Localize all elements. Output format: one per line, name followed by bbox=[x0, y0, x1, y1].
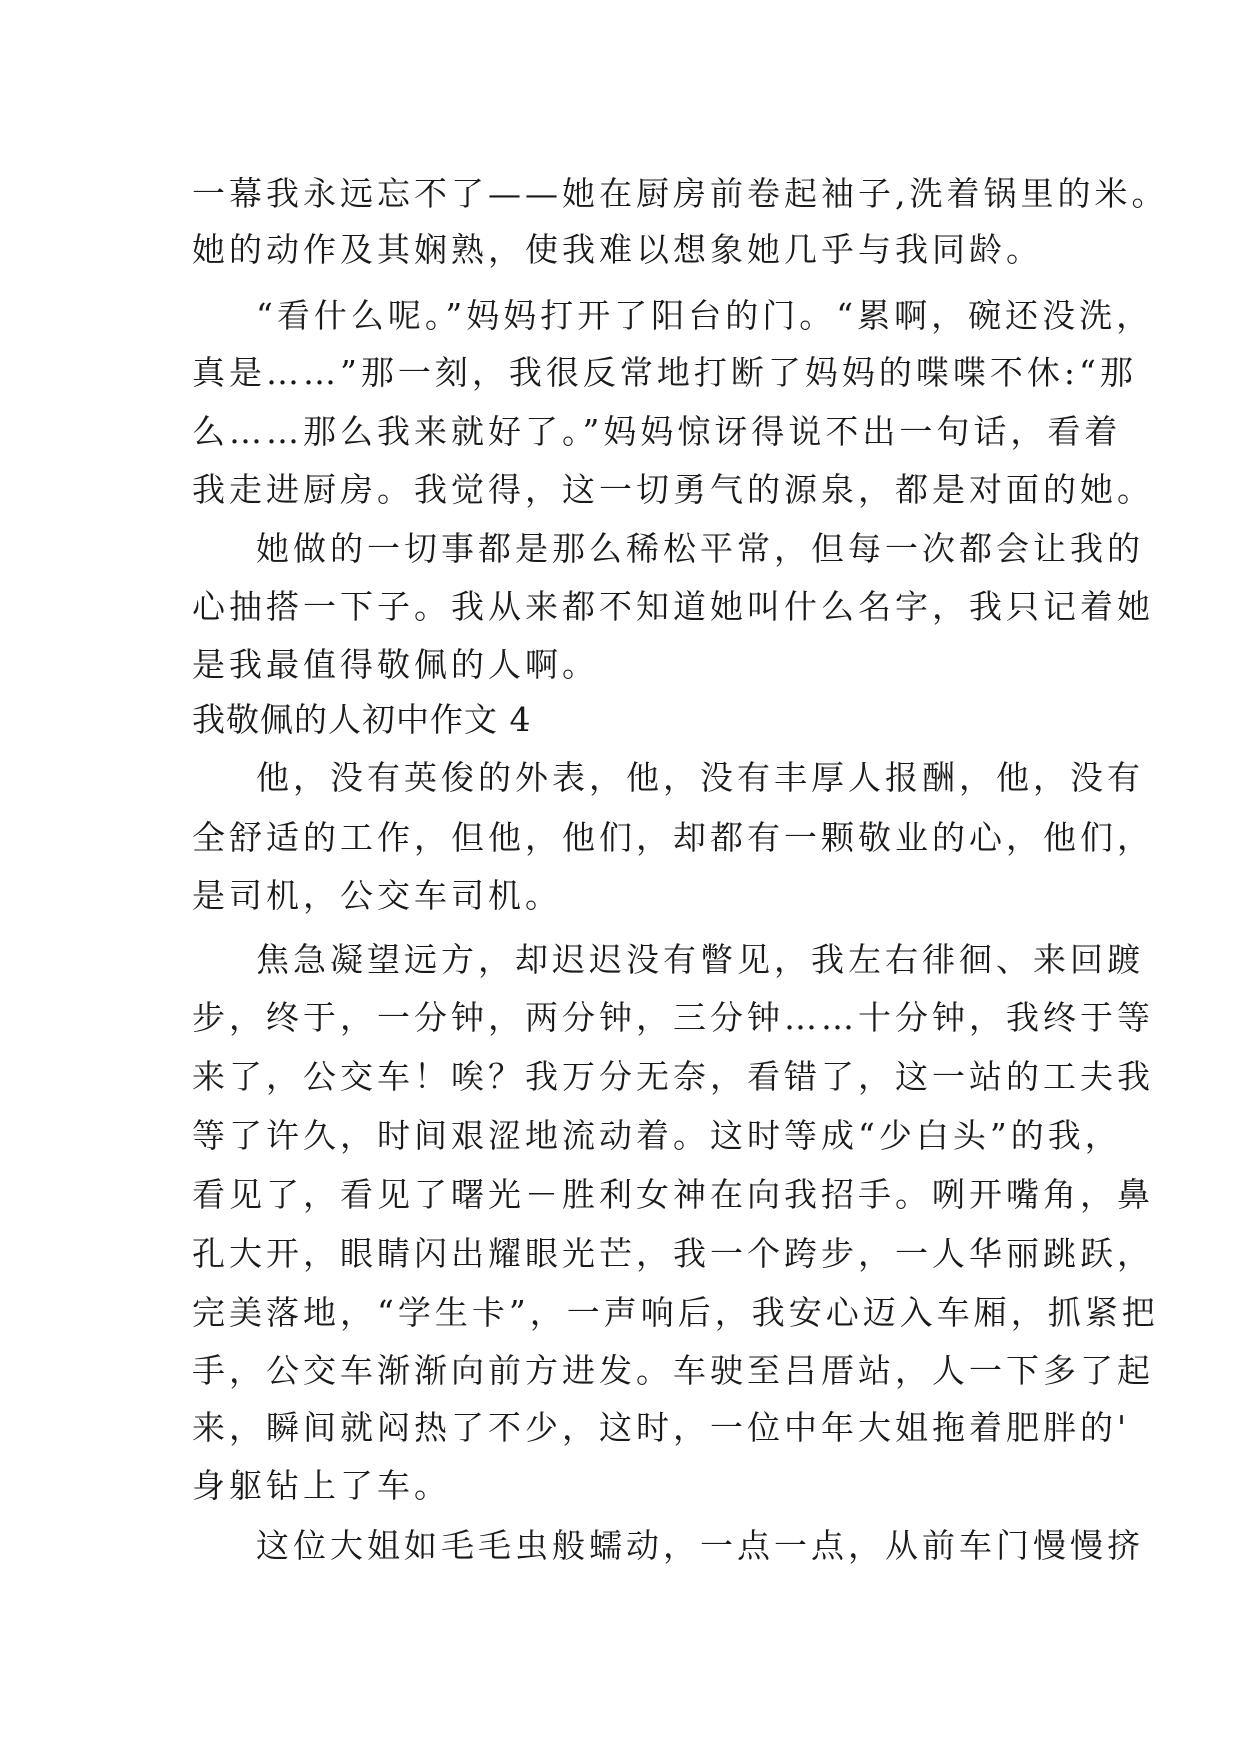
text-line: 她的动作及其娴熟，使我难以想象她几乎与我同龄。 bbox=[192, 230, 1043, 269]
paragraph-start: 这位大姐如毛毛虫般蠕动，一点一点，从前车门慢慢挤 bbox=[256, 1526, 1144, 1565]
text-line: 是我最值得敬佩的人啊。 bbox=[192, 645, 599, 684]
paragraph-start: 她做的一切事都是那么稀松平常，但每一次都会让我的 bbox=[256, 529, 1144, 568]
text-line: 来，瞬间就闷热了不少，这时，一位中年大姐拖着肥胖的' bbox=[192, 1408, 1131, 1447]
text-line: 完美落地，“学生卡”，一声响后，我安心迈入车厢，抓紧把 bbox=[192, 1293, 1159, 1332]
paragraph-start: 焦急凝望远方，却迟迟没有瞥见，我左右徘徊、来回踱 bbox=[256, 940, 1144, 979]
paragraph-start: 他，没有英俊的外表，他，没有丰厚人报酬，他，没有 bbox=[256, 758, 1144, 797]
text-line: 一幕我永远忘不了——她在厨房前卷起袖子,洗着锅里的米。 bbox=[192, 174, 1169, 213]
text-line: 看见了，看见了曙光－胜利女神在向我招手。咧开嘴角，鼻 bbox=[192, 1175, 1154, 1214]
text-line: 是司机，公交车司机。 bbox=[192, 876, 562, 915]
text-line: 步，终于，一分钟，两分钟，三分钟……十分钟，我终于等 bbox=[192, 998, 1154, 1037]
text-line: 我走进厨房。我觉得，这一切勇气的源泉，都是对面的她。 bbox=[192, 470, 1154, 509]
text-line: 心抽搭一下子。我从来都不知道她叫什么名字，我只记着她 bbox=[192, 587, 1154, 626]
text-line: 身躯钻上了车。 bbox=[192, 1466, 451, 1505]
text-line: 来了，公交车！唉？我万分无奈，看错了，这一站的工夫我 bbox=[192, 1057, 1154, 1096]
paragraph-start: “看什么呢。”妈妈打开了阳台的门。“累啊，碗还没洗， bbox=[256, 296, 1154, 335]
text-line: 全舒适的工作，但他，他们，却都有一颗敬业的心，他们， bbox=[192, 818, 1154, 857]
text-line: 么……那么我来就好了。”妈妈惊讶得说不出一句话，看着 bbox=[192, 412, 1122, 451]
text-line: 等了许久，时间艰涩地流动着。这时等成“少白头”的我， bbox=[192, 1116, 1122, 1155]
text-line: 真是……”那一刻，我很反常地打断了妈妈的喋喋不休:“那 bbox=[192, 353, 1137, 392]
text-line: 孔大开，眼睛闪出耀眼光芒，我一个跨步，一人华丽跳跃， bbox=[192, 1234, 1154, 1273]
text-line: 手，公交车渐渐向前方进发。车驶至吕厝站，人一下多了起 bbox=[192, 1351, 1154, 1390]
section-heading: 我敬佩的人初中作文 4 bbox=[192, 700, 532, 739]
